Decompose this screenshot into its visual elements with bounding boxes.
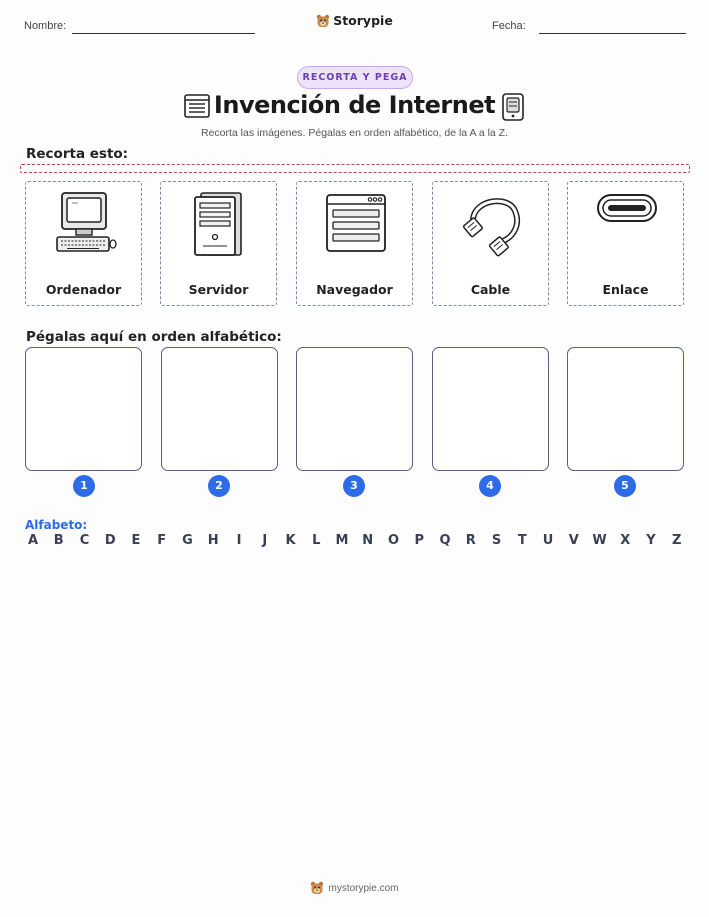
cut-section-label: Recorta esto:: [26, 146, 129, 162]
slot-number-4: 4: [479, 475, 501, 497]
alphabet-letter: G: [182, 533, 193, 548]
cut-line: [20, 164, 690, 173]
alphabet-letter: X: [620, 533, 631, 548]
alphabet-letter: T: [517, 533, 527, 548]
cut-card-ordenador[interactable]: [25, 181, 142, 306]
alphabet-letter: Q: [439, 533, 451, 548]
name-label: Nombre:: [24, 20, 67, 32]
alphabet-letter: B: [53, 533, 64, 548]
brand-logo: [0, 13, 709, 31]
date-line[interactable]: [539, 33, 686, 34]
alphabet-letter: F: [157, 533, 167, 548]
name-line[interactable]: [72, 33, 255, 34]
alphabet-letter: D: [104, 533, 116, 548]
alphabet-letter: M: [335, 533, 349, 548]
footer-url[interactable]: mystorypie.com: [328, 883, 399, 894]
alphabet-letter: E: [131, 533, 141, 548]
slot-number-2: 2: [208, 475, 230, 497]
paste-slot-4[interactable]: [432, 347, 549, 471]
browser-icon: [323, 189, 389, 259]
slot-number-1: 1: [73, 475, 95, 497]
alphabet-letter: K: [285, 533, 296, 548]
alphabet-letter: S: [491, 533, 502, 548]
paste-section-label: Pégalas aquí en orden alfabético:: [26, 329, 282, 345]
alphabet-letter: I: [236, 533, 242, 548]
alphabet-letter: Z: [672, 533, 682, 548]
computer-icon: [52, 189, 118, 259]
paste-slot-3[interactable]: [296, 347, 413, 471]
server-icon: [187, 189, 253, 259]
alphabet-letter: V: [568, 533, 579, 548]
slot-number-3: 3: [343, 475, 365, 497]
card-label: Navegador: [316, 282, 393, 297]
alphabet-letter: O: [387, 533, 400, 548]
alphabet-letter: Y: [646, 533, 656, 548]
brand-name: Storypie: [333, 13, 393, 28]
link-icon: [594, 189, 660, 259]
paste-slot-1[interactable]: [25, 347, 142, 471]
bear-logo-icon: [316, 14, 330, 31]
alphabet-letter: P: [414, 533, 425, 548]
card-label: Cable: [470, 282, 511, 297]
alphabet-letter: L: [312, 533, 321, 548]
cut-card-enlace[interactable]: [567, 181, 684, 306]
alphabet-letter: N: [362, 533, 374, 548]
instructions: Recorta las imágenes. Pégalas en orden alfabético, de la A a la Z.: [200, 127, 509, 139]
alphabet-letter: A: [27, 533, 39, 548]
alphabet-letter: W: [592, 533, 607, 548]
card-label: Servidor: [188, 282, 249, 297]
alphabet-letter: U: [542, 533, 554, 548]
footer: [0, 881, 709, 898]
slot-number-5: 5: [614, 475, 636, 497]
alphabet-letter: R: [465, 533, 476, 548]
alphabet-letter: J: [262, 533, 268, 548]
alphabet-label: Alfabeto:: [25, 518, 88, 532]
card-label: Ordenador: [45, 282, 122, 297]
alphabet-letter: H: [207, 533, 219, 548]
activity-badge: RECORTA Y PEGA: [297, 66, 413, 89]
page-title: Invención de Internet: [213, 91, 496, 119]
alphabet-letter: C: [79, 533, 90, 548]
paste-slot-5[interactable]: [567, 347, 684, 471]
modem-icon: [499, 92, 527, 126]
alphabet-row: [25, 533, 685, 548]
card-label: Enlace: [602, 282, 649, 297]
cut-card-cable[interactable]: [432, 181, 549, 306]
cut-card-navegador[interactable]: [296, 181, 413, 306]
cable-icon: [459, 189, 525, 259]
date-label: Fecha:: [492, 20, 526, 32]
bear-logo-icon: [310, 881, 324, 898]
cut-card-servidor[interactable]: [160, 181, 277, 306]
paste-slot-2[interactable]: [161, 347, 278, 471]
